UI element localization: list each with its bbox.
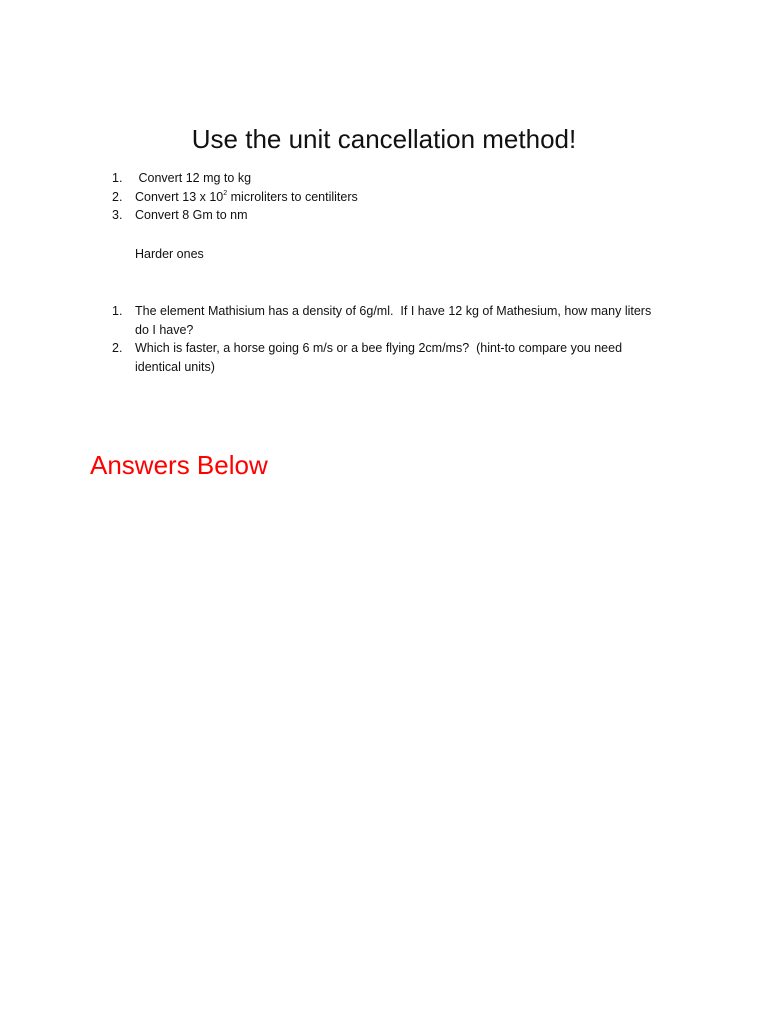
item-text-line-2: do I have? (135, 322, 194, 337)
list-item (112, 188, 672, 207)
list-item (112, 169, 672, 188)
item-text: Convert 13 x 10 (135, 189, 224, 204)
item-number: 2. (112, 189, 123, 204)
harder-ones-subheading: Harder ones (135, 247, 204, 261)
item-text: Convert 8 Gm to nm (135, 208, 248, 222)
answers-heading: Answers Below (90, 450, 268, 480)
item-text-line-1: Which is faster, a horse going 6 m/s or a bee flying 2cm/ms? (hint-to compare you need (135, 341, 623, 355)
harder-problems-list (112, 302, 672, 376)
page-title: Use the unit cancellation method! (191, 124, 577, 154)
item-text: Convert 12 mg to kg (135, 171, 252, 185)
item-number: 3. (112, 208, 123, 222)
basic-problems-list (112, 169, 672, 225)
item-text-line-2: identical units) (135, 359, 215, 374)
item-text-continued: microliters to centiliters (227, 189, 358, 204)
item-text-line-1: The element Mathisium has a density of 6g/ml. If I have 12 kg of Mathesium, how many liters (135, 304, 652, 318)
item-number: 1. (112, 304, 123, 318)
list-item (112, 302, 672, 339)
item-number: 1. (112, 171, 123, 185)
list-item (112, 339, 672, 376)
superscript-exponent: 2 (223, 189, 228, 197)
list-item (112, 206, 672, 225)
item-number: 2. (112, 341, 123, 355)
